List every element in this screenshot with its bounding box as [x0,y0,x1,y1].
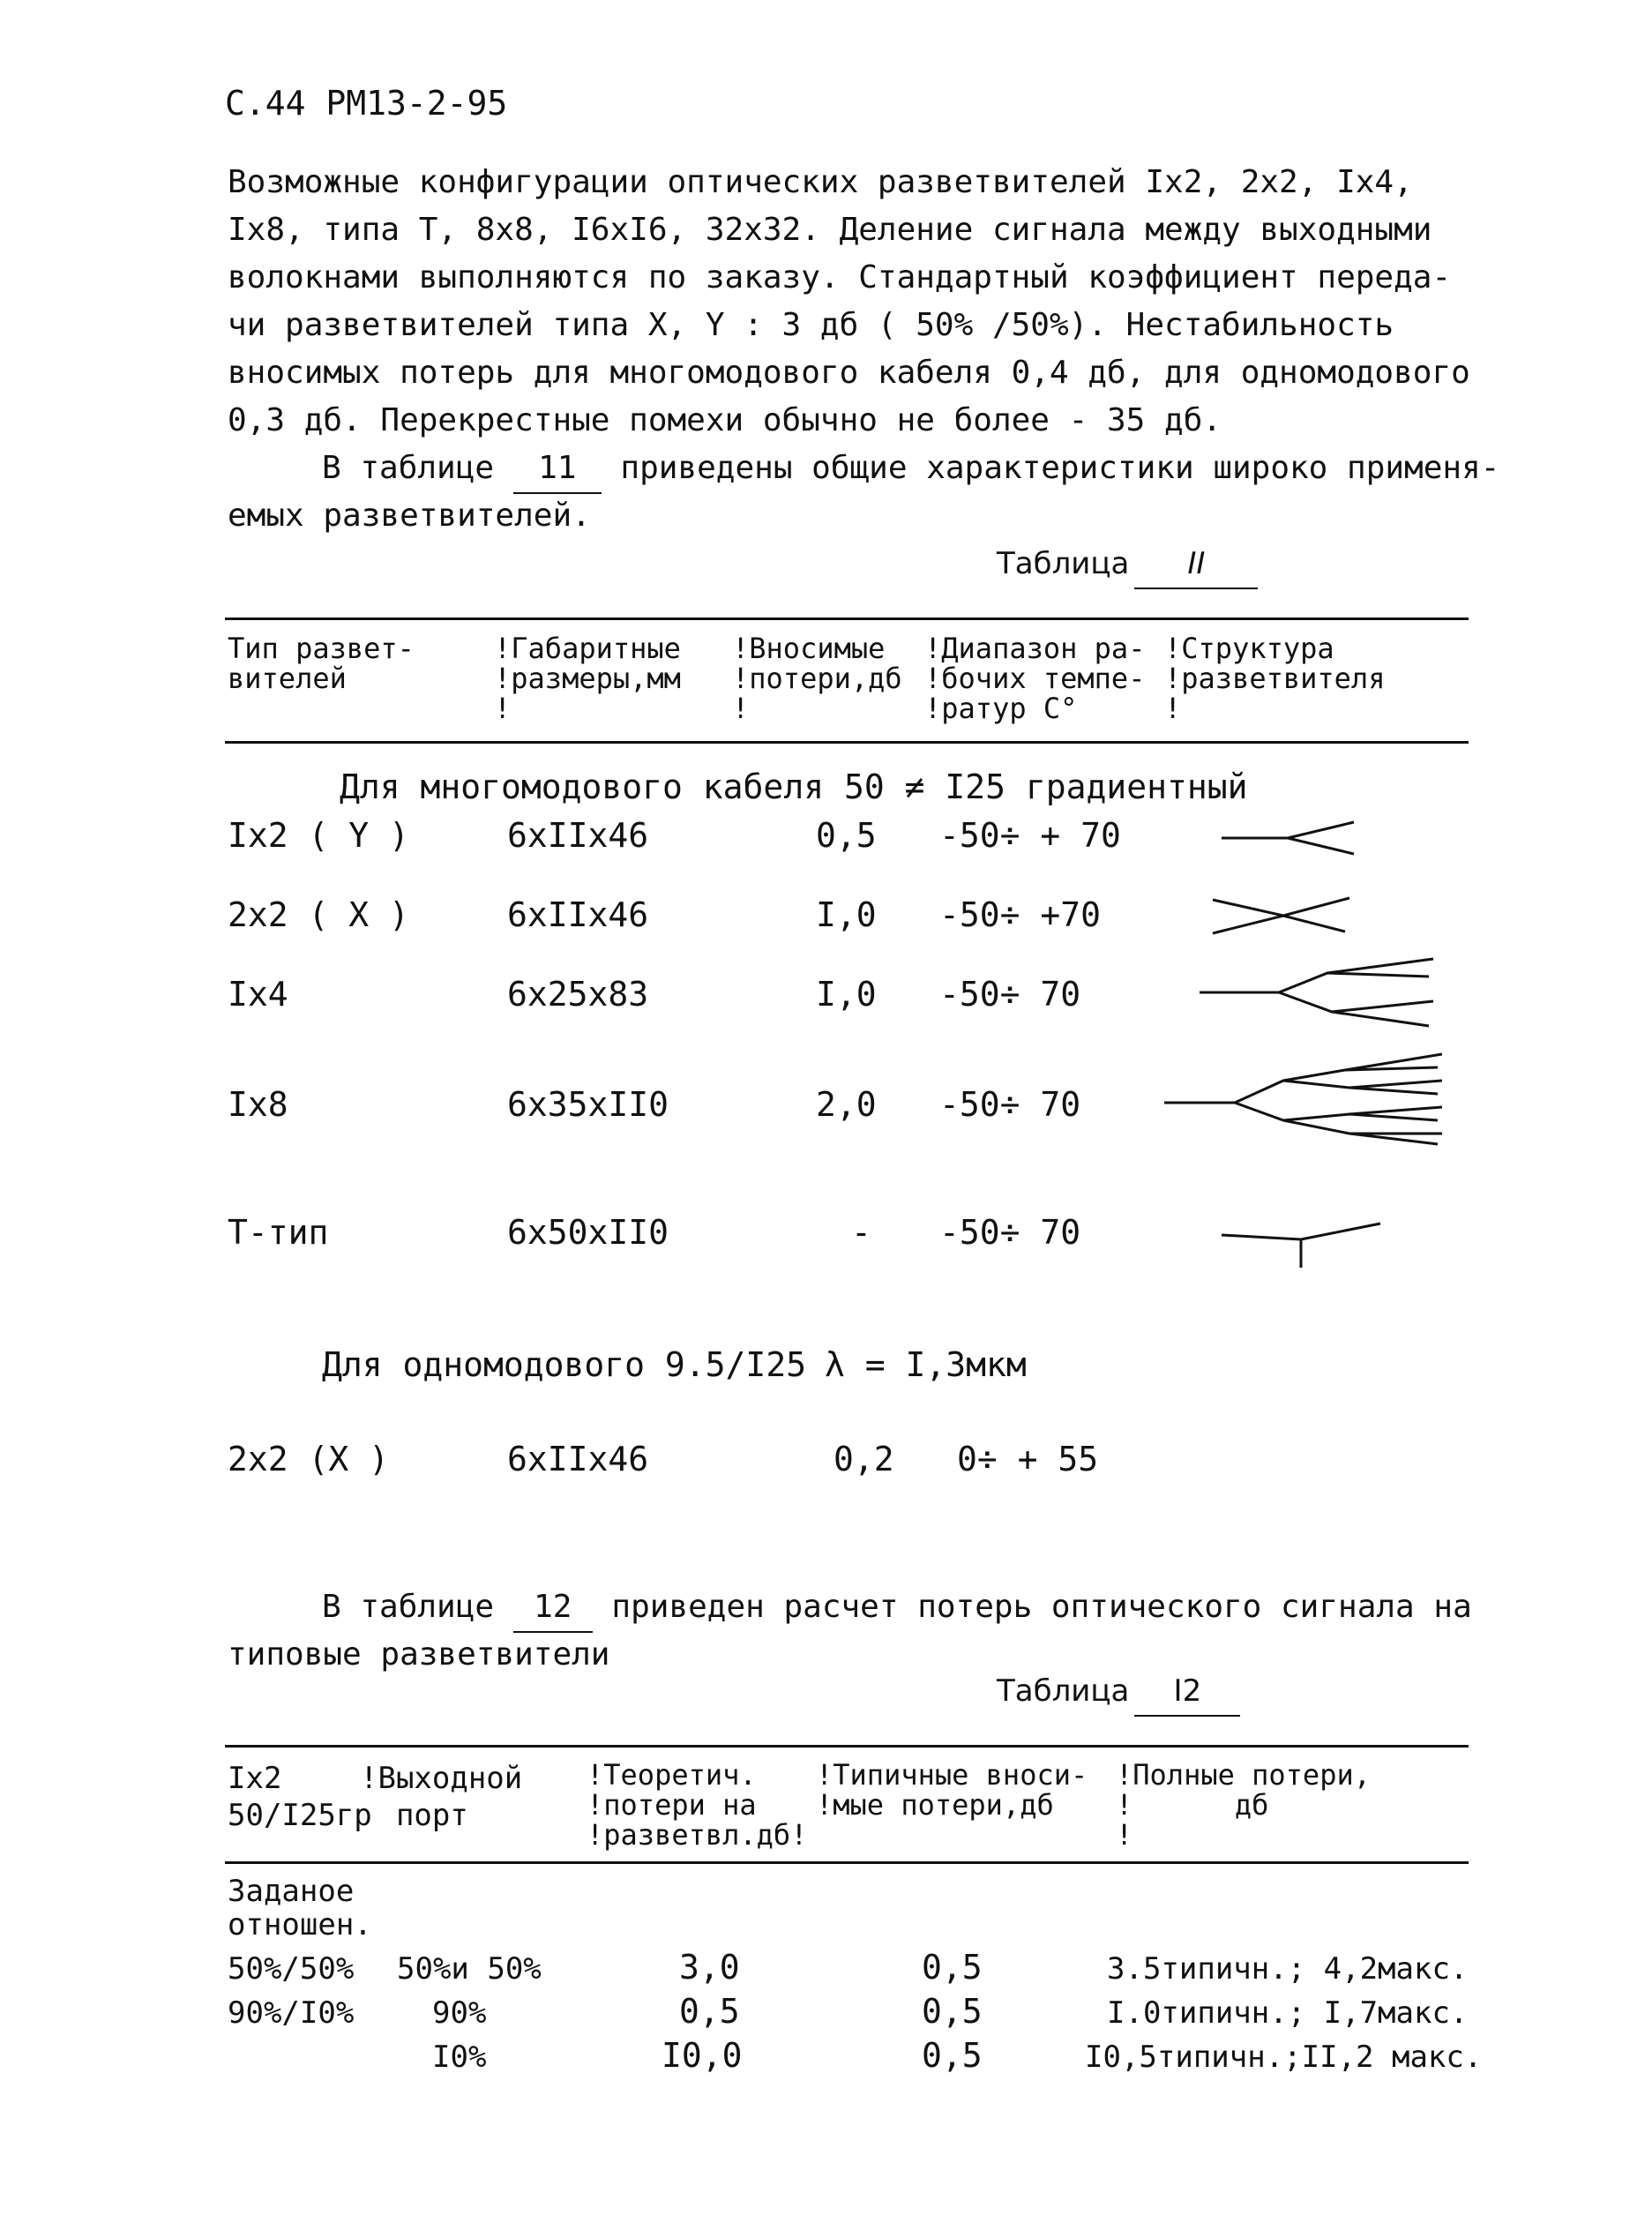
table11-header-loss: !Вносимые !потери,дб ! [732,632,902,725]
splitter-2x2-diagram [1208,889,1358,942]
cell-ratio: 90%/I0% [228,1995,355,2031]
table11-intro: В таблице 11 приведены общие характеристики широко применя- [322,445,1499,494]
cell-size: 6хIIх46 [507,1440,649,1478]
cell-typical: 0,5 [922,2036,983,2075]
cell-range: -50÷ 70 [939,975,1081,1014]
cell-loss: 0,2 [833,1440,894,1478]
cell-total: 3.5типичн.; 4,2макс. [1107,1951,1469,1987]
cell-range: -50÷ 70 [939,1085,1081,1124]
table12-number: I2 [1134,1667,1240,1717]
cell-type: 2х2 ( X ) [228,895,409,934]
table11-header-rule [225,741,1469,744]
table12-header-theoretical: !Теоретич. !потери на !разветвл.дб! [587,1758,808,1852]
paragraph-line: вносимых потерь для многомодового кабеля 0,4 дб, для одномодового [228,355,1470,391]
table12-top-rule [225,1745,1469,1748]
splitter-1x4-diagram [1195,948,1442,1037]
cell-port: 90% [432,1995,487,2031]
paragraph-line: волокнами выполняются по заказу. Стандартный коэффициент переда- [228,259,1452,296]
table11-top-rule [225,618,1469,620]
cell-range: -50÷ + 70 [939,816,1121,855]
cell-loss: I,0 [816,895,877,934]
paragraph-line: чи разветвителей типа X, Y : 3 дб ( 50% /50%). Нестабильность [228,307,1394,343]
cell-type: 2х2 (X ) [228,1440,390,1478]
table11-singlemode-lambda: λ = I,3мкм [825,1345,1027,1384]
cell-typical: 0,5 [922,1992,983,2031]
table12-caption: Таблица I2 [997,1667,1240,1717]
cell-range: -50÷ 70 [939,1213,1081,1252]
cell-theoretical: 3,0 [679,1948,740,1987]
cell-ratio: 50%/50% [228,1951,355,1987]
table12-intro: В таблице 12 приведен расчет потерь оптического сигнала на [322,1583,1472,1633]
cell-loss: I,0 [816,975,877,1014]
table11-header-structure: !Структура !разветвителя ! [1164,632,1386,725]
table11-header-size: !Габаритные !размеры,мм ! [494,632,681,725]
cell-type: Т-тип [228,1213,329,1252]
paragraph-line: Iх8, типа Т, 8х8, I6хI6, 32х32. Деление сигнала между выходными [228,212,1432,248]
cell-type: Iх8 [228,1085,288,1124]
table12-intro-line2: типовые разветвители [228,1636,610,1673]
cell-size: 6х25х83 [507,975,649,1014]
table11-header-type: Тип развет- вителей [228,632,415,695]
table12-header-port: !Выходной порт [360,1761,523,1833]
cell-loss: - [851,1213,871,1252]
cell-theoretical: 0,5 [679,1992,740,2031]
cell-size: 6хIIх46 [507,816,649,855]
cell-total: I0,5типичн.;II,2 макс. [1085,2040,1483,2075]
cell-port: 50%и 50% [397,1951,542,1987]
cell-loss: 0,5 [816,816,877,855]
paragraph-line: 0,3 дб. Перекрестные помехи обычно не более - 35 дб. [228,402,1222,438]
splitter-t-diagram [1217,1213,1385,1275]
cell-size: 6х50хII0 [507,1213,669,1252]
cell-size: 6х35хII0 [507,1085,669,1124]
table-ref-11: 11 [513,445,602,494]
table11-header-range: !Диапазон ра- !бочих темпе- !ратур С° [924,632,1146,725]
splitter-1x8-diagram [1160,1045,1442,1151]
table12-header-total: !Полные потери, ! дб ! [1116,1758,1371,1852]
splitter-1x2-diagram [1217,812,1376,864]
cell-type: Iх4 [228,975,288,1014]
table12-group-label: Заданое отношен. [228,1874,372,1942]
table11-intro-line2: емых разветвителей. [228,498,591,534]
page-header: С.44 РМ13-2-95 [225,84,508,123]
cell-loss: 2,0 [816,1085,877,1124]
cell-typical: 0,5 [922,1948,983,1987]
table11-number: II [1134,540,1258,589]
table12-header-rule [225,1861,1469,1864]
table12-header-splitter: Iх2 50/I25гр [228,1761,372,1833]
cell-total: I.0типичн.; I,7макс. [1107,1995,1469,2031]
cell-range: -50÷ +70 [939,895,1102,934]
table-ref-12: 12 [513,1583,593,1633]
table11-singlemode-label: Для одномодового 9.5/I25 [322,1345,807,1384]
table12-header-typical: !Типичные вноси- !мые потери,дб [816,1758,1088,1822]
cell-size: 6хIIх46 [507,895,649,934]
table11-multimode-label: Для многомодового кабеля 50 ≠ I25 градиентный [340,767,1248,806]
cell-theoretical: I0,0 [662,2036,743,2075]
cell-port: I0% [432,2040,487,2075]
paragraph-line: Возможные конфигурации оптических разветвителей Iх2, 2х2, Iх4, [228,164,1413,200]
table11-caption: Таблица II [997,540,1258,589]
cell-range: 0÷ + 55 [957,1440,1099,1478]
cell-type: Iх2 ( Y ) [228,816,409,855]
